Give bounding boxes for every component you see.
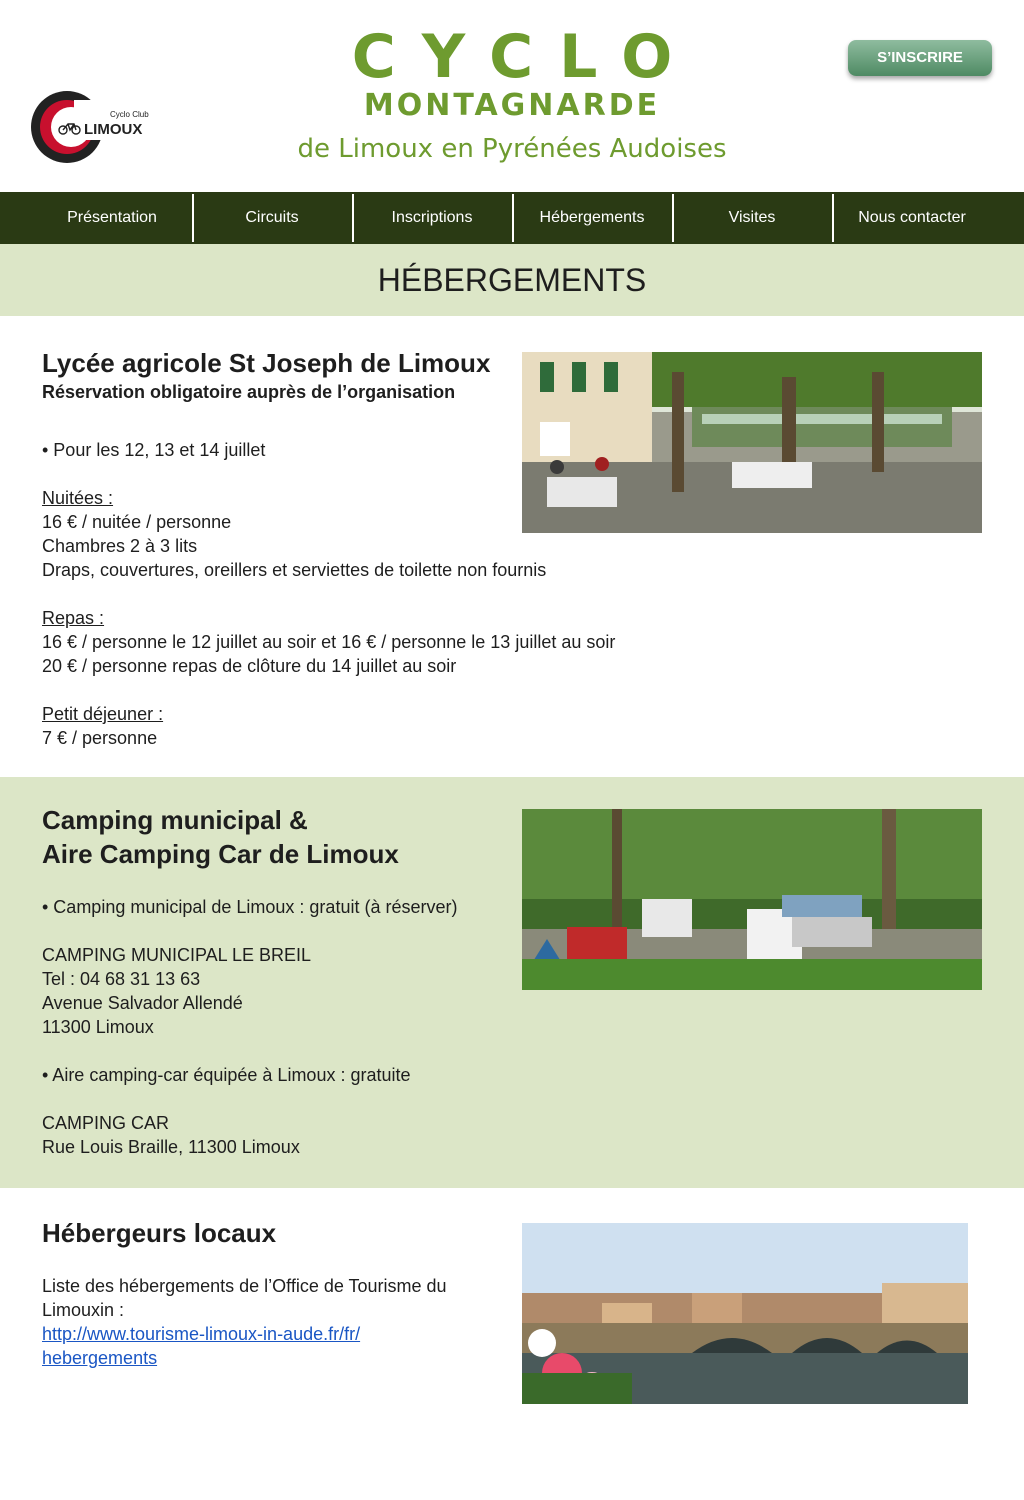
camping-address-line: CAMPING MUNICIPAL LE BREIL [42,945,312,965]
camping-title-line2: Aire Camping Car de Limoux [42,839,399,869]
camping-address-line: 11300 Limoux [42,1017,154,1037]
logo-big-text: LIMOUX [84,121,143,138]
petit-dejeuner-label: Petit déjeuner : [42,704,164,724]
site-header [0,0,1024,192]
lycee-photo [522,352,982,533]
lycee-subtitle: Réservation obligatoire auprès de l’organisation [42,382,456,402]
nav-item-contact[interactable]: Nous contacter [832,192,992,244]
nuitees-line: Chambres 2 à 3 lits [42,536,198,556]
camping-photo [522,809,982,990]
lycee-section [0,316,1024,777]
site-title [212,22,812,166]
main-nav [0,192,1024,244]
camping-address-line: Avenue Salvador Allendé [42,993,243,1013]
camping-intro: • Camping municipal de Limoux : gratuit (à réserver) [42,897,458,917]
title-cyclo: CYCLO [351,22,699,92]
locaux-title: Hébergeurs locaux [42,1218,277,1248]
tourisme-link[interactable]: hebergements [42,1348,158,1368]
limoux-bridge-photo [522,1223,968,1404]
aire-intro: • Aire camping-car équipée à Limoux : gratuite [42,1065,411,1085]
nav-item-presentation[interactable]: Présentation [67,209,157,226]
register-button[interactable]: S’INSCRIRE [848,40,992,76]
locaux-text-line: Limouxin : [42,1300,125,1320]
nuitees-line: 16 € / nuitée / personne [42,512,232,532]
club-logo[interactable] [30,90,160,170]
lycee-dates: • Pour les 12, 13 et 14 juillet [42,440,266,460]
nav-item-hebergements[interactable]: Hébergements [512,192,672,244]
lycee-title: Lycée agricole St Joseph de Limoux [42,348,491,378]
title-montagnarde: MONTAGNARDE [363,88,661,123]
camping-car-line: Rue Louis Braille, 11300 Limoux [42,1137,300,1157]
logo-small-text: Cyclo Club [110,110,149,119]
camping-section [0,777,1024,1188]
nav-item-visites[interactable]: Visites [672,192,832,244]
camping-car-line: CAMPING CAR [42,1113,170,1133]
page-title: HÉBERGEMENTS [0,244,1024,316]
tourisme-link[interactable]: http://www.tourisme-limoux-in-aude.fr/fr/ [42,1324,361,1344]
nav-item-inscriptions[interactable]: Inscriptions [352,192,512,244]
repas-label: Repas : [42,608,105,628]
camping-address-line: Tel : 04 68 31 13 63 [42,969,201,989]
camping-title-line1: Camping municipal & [42,805,308,835]
petit-dejeuner-line: 7 € / personne [42,728,158,748]
nav-item-circuits[interactable]: Circuits [192,192,352,244]
repas-line: 20 € / personne repas de clôture du 14 juillet au soir [42,656,457,676]
nuitees-label: Nuitées : [42,488,114,508]
locaux-text-line: Liste des hébergements de l’Office de Tourisme du [42,1276,447,1296]
locaux-section [0,1188,1024,1500]
title-subtitle: de Limoux en Pyrénées Audoises [297,134,727,164]
nuitees-line: Draps, couvertures, oreillers et serviettes de toilette non fournis [42,560,547,580]
repas-line: 16 € / personne le 12 juillet au soir et 16 € / personne le 13 juillet au soir [42,632,616,652]
